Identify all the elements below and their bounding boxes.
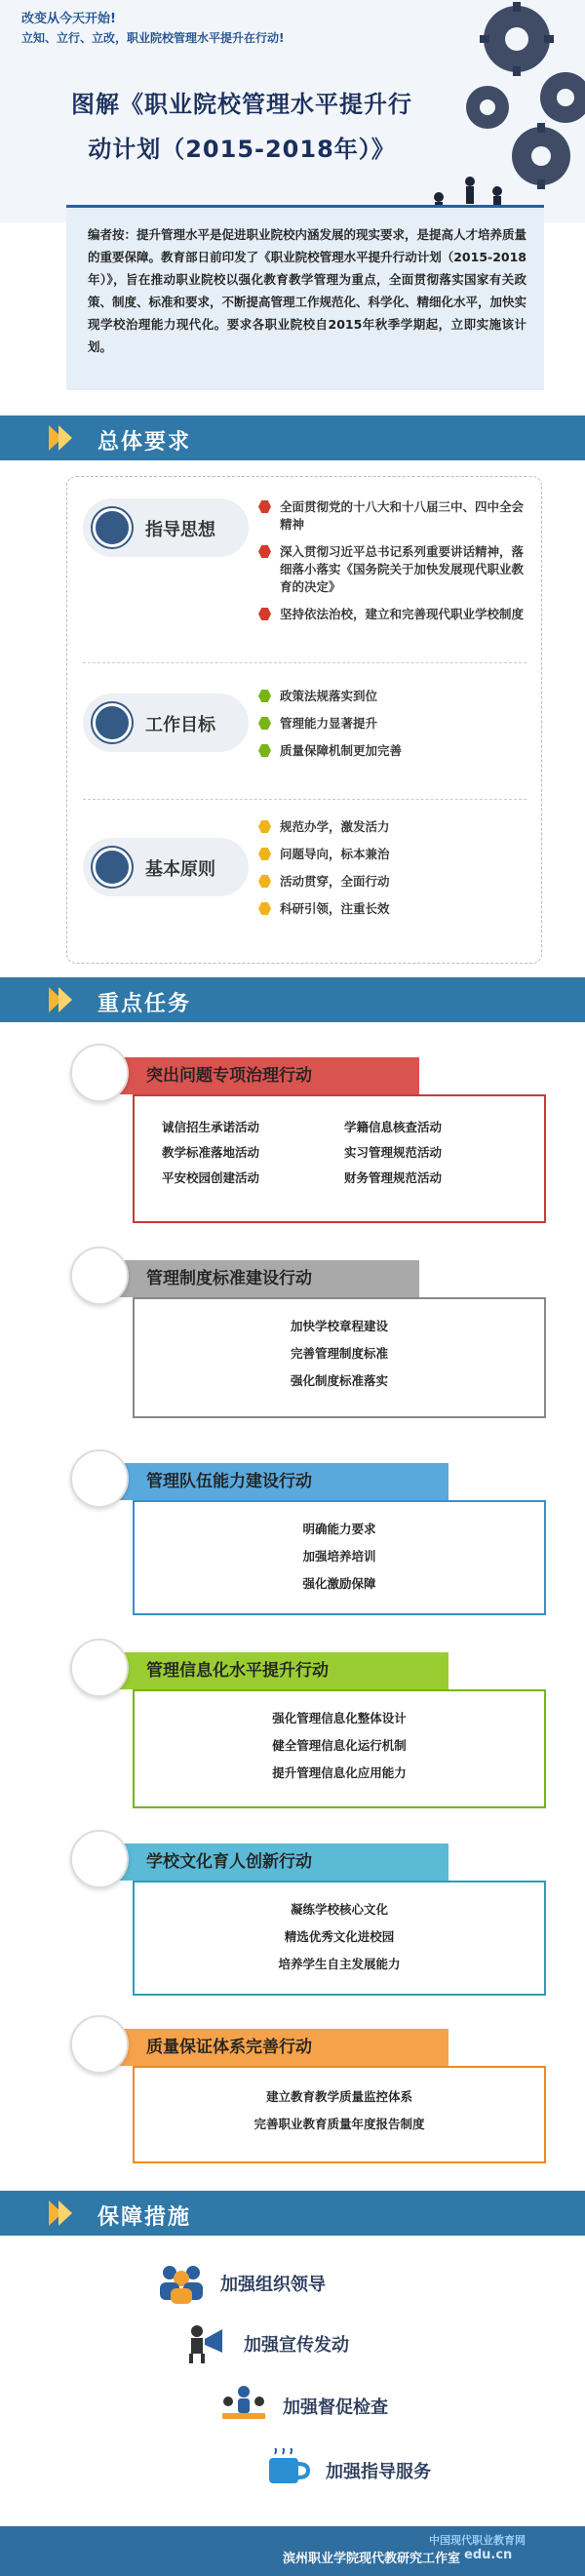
- list-item: 学籍信息核查活动: [344, 1120, 443, 1134]
- list-item: 活动贯穿，全面行动: [258, 873, 526, 891]
- list-item: 加快学校章程建设: [290, 1319, 388, 1333]
- list-item: 明确能力要求: [302, 1522, 376, 1536]
- section-header-tasks: [0, 977, 585, 1022]
- arrow-icon: [49, 2200, 74, 2226]
- task-items: [135, 1691, 544, 1801]
- guarantee-label: 加强指导服务: [326, 2462, 431, 2482]
- hexagon-bullet-icon: [258, 875, 271, 888]
- gears-illustration: [341, 0, 585, 222]
- requirement-label: 指导思想: [145, 520, 215, 540]
- requirement-head: [83, 498, 249, 557]
- requirement-items: [258, 498, 526, 633]
- task-box: [133, 1689, 546, 1808]
- footer: [0, 2526, 585, 2576]
- hexagon-bullet-icon: [258, 500, 271, 513]
- list-item: 全面贯彻党的十八大和十八届三中、四中全会精神: [258, 498, 526, 534]
- section-title-tasks: 重点任务: [98, 992, 192, 1016]
- list-item: 加强培养培训: [302, 1549, 376, 1564]
- header-banner: [0, 0, 585, 222]
- task-box: [133, 1094, 546, 1223]
- list-item: 教学标准落地活动: [162, 1145, 260, 1160]
- requirements-panel: [66, 476, 542, 964]
- list-item: 政策法规落实到位: [258, 688, 526, 705]
- hexagon-bullet-icon: [258, 608, 271, 620]
- meeting-icon: [218, 2384, 269, 2427]
- task-title: 学校文化育人创新行动: [98, 1843, 448, 1881]
- requirement-label: 工作目标: [145, 715, 215, 735]
- list-item: 管理能力显著提升: [258, 715, 526, 733]
- head-profile-icon: [93, 508, 132, 547]
- task-card: [58, 1247, 546, 1432]
- list-item: 建立教育教学质量监控体系: [265, 2089, 412, 2104]
- list-item: 质量保障机制更加完善: [258, 742, 526, 760]
- bar-chart-icon: [70, 1639, 129, 1697]
- requirement-head: [83, 838, 249, 896]
- list-item: 深入贯彻习近平总书记系列重要讲话精神，落细落小落实《国务院关于加快发展现代职业教育的决定》: [258, 543, 526, 596]
- list-item: 规范办学，激发活力: [258, 818, 526, 836]
- list-item: 科研引领，注重长效: [258, 900, 526, 918]
- watermark-text: 中国现代职业教育网: [429, 2534, 526, 2547]
- folder-icon: [70, 2015, 129, 2074]
- section-title-guarantee: 保障措施: [98, 2205, 192, 2230]
- task-title: 管理制度标准建设行动: [98, 1260, 419, 1297]
- hexagon-bullet-icon: [258, 690, 271, 702]
- list-item: 完善管理制度标准: [290, 1346, 388, 1361]
- list-item: 强化制度标准落实: [290, 1373, 388, 1388]
- list-item: 健全管理信息化运行机制: [272, 1738, 407, 1753]
- divider: [83, 662, 526, 663]
- task-items: [135, 1096, 544, 1208]
- section-header-guarantee: [0, 2191, 585, 2236]
- task-items: [135, 1502, 544, 1611]
- list-item: 实习管理规范活动: [344, 1145, 443, 1160]
- guarantee-label: 加强组织领导: [220, 2275, 326, 2295]
- task-title: 突出问题专项治理行动: [98, 1057, 419, 1094]
- task-box: [133, 1500, 546, 1615]
- editor-note-text: 编者按：提升管理水平是促进职业院校内涵发展的现实要求，是提高人才培养质量的重要保障。教育部日前印发了《职业院校管理水平提升行动计划（2015-2018年）》，旨在推动职业院校以强化教育教学管理为重点，全面贯彻落实国家有关政策、制度、标准和要求，不断提高管理工作规范化、科学化、精细化水平，加快实现学校治理能力现代化。要求各职业院校自2015年秋季学期起，立即实施该计划。: [88, 227, 527, 354]
- book-icon: [70, 1044, 129, 1102]
- task-card: [58, 2015, 546, 2181]
- footer-url: edu.cn: [464, 2548, 513, 2562]
- requirement-items: [258, 818, 526, 928]
- list-item: 完善职业教育质量年度报告制度: [254, 2117, 425, 2131]
- task-box: [133, 1297, 546, 1418]
- list-item: 平安校园创建活动: [162, 1170, 260, 1185]
- guarantee-label: 加强宣传发动: [244, 2335, 349, 2356]
- task-title: 管理队伍能力建设行动: [98, 1463, 448, 1500]
- pencil-icon: [70, 1830, 129, 1888]
- task-title: 管理信息化水平提升行动: [98, 1652, 448, 1689]
- task-card: [58, 1830, 546, 2005]
- list-item: 坚持依法治校，建立和完善现代职业学校制度: [258, 606, 526, 623]
- divider: [83, 799, 526, 800]
- task-title: 质量保证体系完善行动: [98, 2029, 448, 2066]
- list-item: 强化管理信息化整体设计: [272, 1711, 407, 1725]
- cup-icon: [261, 2448, 312, 2491]
- task-box: [133, 2066, 546, 2163]
- task-card: [58, 1044, 546, 1248]
- requirement-label: 基本原则: [145, 859, 215, 880]
- hexagon-bullet-icon: [258, 717, 271, 730]
- task-items: [135, 2068, 544, 2152]
- list-item: 问题导向，标本兼治: [258, 846, 526, 863]
- open-book-icon: [70, 1247, 129, 1305]
- list-item: 精选优秀文化进校园: [284, 1929, 395, 1944]
- arrow-icon: [49, 425, 74, 451]
- hexagon-bullet-icon: [258, 902, 271, 915]
- guarantee-label: 加强督促检查: [283, 2398, 388, 2418]
- edit-icon: [93, 848, 132, 887]
- editor-note: [66, 205, 544, 390]
- list-item: 财务管理规范活动: [344, 1170, 443, 1185]
- hexagon-bullet-icon: [258, 848, 271, 860]
- hexagon-bullet-icon: [258, 744, 271, 757]
- list-item: 凝练学校核心文化: [290, 1902, 388, 1917]
- requirement-items: [258, 688, 526, 770]
- hexagon-bullet-icon: [258, 545, 271, 558]
- section-header-general: [0, 416, 585, 460]
- section-title-general: 总体要求: [98, 430, 192, 455]
- task-card: [58, 1449, 546, 1625]
- megaphone-icon: [179, 2321, 230, 2364]
- people-group-icon: [156, 2261, 207, 2304]
- list-item: 诚信招生承诺活动: [162, 1120, 260, 1134]
- task-items: [135, 1299, 544, 1408]
- slogan-secondary: 立知、立行、立改，职业院校管理水平提升在行动!: [21, 31, 285, 45]
- list-item: 培养学生自主发展能力: [278, 1957, 401, 1971]
- hexagon-bullet-icon: [258, 820, 271, 833]
- footer-credit: 滨州职业学院现代教研究工作室: [283, 2552, 461, 2566]
- arrow-icon: [49, 987, 74, 1012]
- task-items: [135, 1882, 544, 1992]
- requirement-head: [83, 694, 249, 752]
- task-card: [58, 1639, 546, 1814]
- medal-icon: [93, 703, 132, 742]
- page-title: 图解《职业院校管理水平提升行动计划（2015-2018年）》: [71, 91, 412, 163]
- list-item: 提升管理信息化应用能力: [272, 1765, 407, 1780]
- list-item: 强化激励保障: [302, 1576, 376, 1591]
- team-icon: [70, 1449, 129, 1508]
- task-box: [133, 1881, 546, 1996]
- slogan-primary: 改变从今天开始!: [21, 12, 116, 26]
